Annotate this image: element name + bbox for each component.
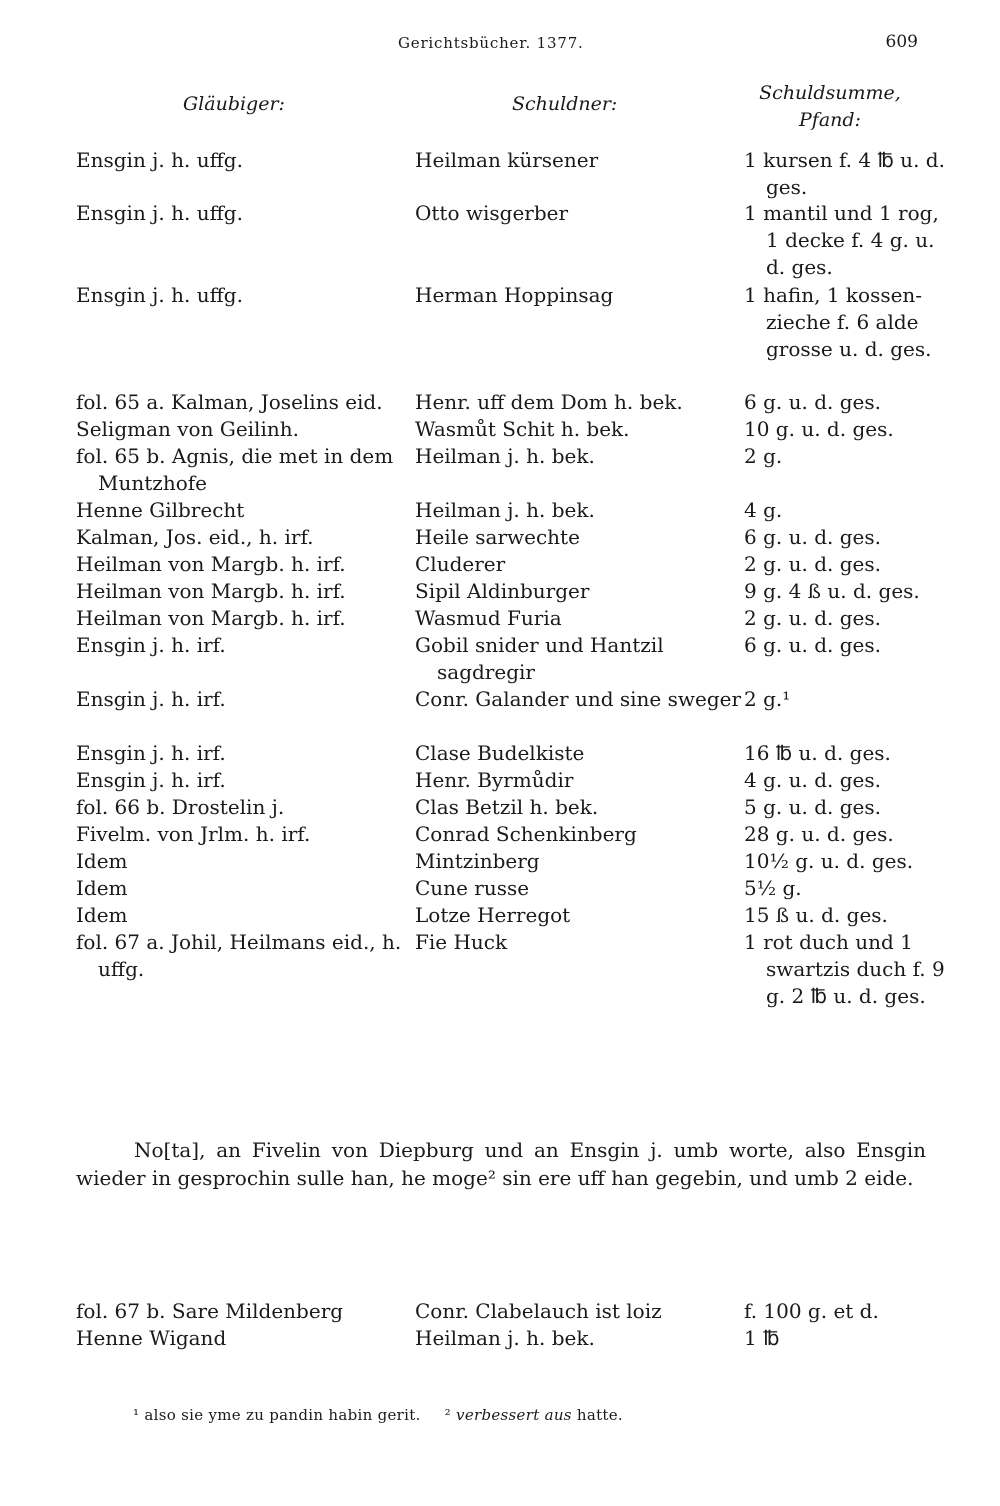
creditor-cell: Ensgin j. h. irf. bbox=[76, 633, 226, 657]
amount-cell: 6 g. u. d. ges. bbox=[744, 633, 881, 657]
creditor-cell: Ensgin j. h. irf. bbox=[76, 768, 226, 792]
amount-cell: 1 hafin, 1 kossen-zieche f. 6 alde grosse u. d. ges. bbox=[744, 283, 932, 361]
creditor-cell: Ensgin j. h. uffg. bbox=[76, 148, 243, 172]
creditor-cell: Idem bbox=[76, 876, 128, 900]
creditor-cell: fol. 67 a. Johil, Heilmans eid., h. uffg. bbox=[76, 930, 402, 981]
amount-cell: 5 g. u. d. ges. bbox=[744, 795, 881, 819]
amount-cell: 16 ℔ u. d. ges. bbox=[744, 741, 891, 765]
debtor-cell: Sipil Aldinburger bbox=[415, 579, 590, 603]
debtor-cell: Clase Budelkiste bbox=[415, 741, 585, 765]
running-header: Gerichtsbücher. 1377. bbox=[398, 34, 584, 52]
debtor-cell: Conr. Galander und sine sweger bbox=[415, 687, 742, 711]
amount-cell: 2 g. bbox=[744, 444, 783, 468]
amount-cell: 1 mantil und 1 rog, 1 decke f. 4 g. u. d. ges. bbox=[744, 201, 939, 279]
creditor-cell: fol. 67 b. Sare Mildenberg bbox=[76, 1299, 344, 1323]
creditor-cell: Fivelm. von Jrlm. h. irf. bbox=[76, 822, 311, 846]
creditor-cell: Idem bbox=[76, 849, 128, 873]
debtor-cell: Henr. uff dem Dom h. bek. bbox=[415, 390, 683, 414]
debtor-cell: Fie Huck bbox=[415, 930, 508, 954]
amount-cell: 2 g. u. d. ges. bbox=[744, 606, 881, 630]
amount-cell: 2 g. u. d. ges. bbox=[744, 552, 881, 576]
creditor-cell: Henne Wigand bbox=[76, 1326, 227, 1350]
amount-cell: 1 kursen f. 4 ℔ u. d. ges. bbox=[744, 148, 945, 199]
debtor-cell: Heile sarwechte bbox=[415, 525, 580, 549]
debtor-cell: Conr. Clabelauch ist loiz bbox=[415, 1299, 662, 1323]
debtor-cell: Cune russe bbox=[415, 876, 530, 900]
footnotes bbox=[133, 1406, 623, 1424]
amount-cell: 1 rot duch und 1 swartzis duch f. 9 g. 2 ℔ u. d. ges. bbox=[744, 930, 945, 1008]
creditor-cell: fol. 66 b. Drostelin j. bbox=[76, 795, 285, 819]
creditor-cell: Ensgin j. h. uffg. bbox=[76, 283, 243, 307]
amount-cell: 4 g. bbox=[744, 498, 783, 522]
amount-cell: 5½ g. bbox=[744, 876, 802, 900]
amount-cell: 2 g.¹ bbox=[744, 687, 791, 711]
creditor-cell: Heilman von Margb. h. irf. bbox=[76, 579, 346, 603]
amount-cell: 28 g. u. d. ges. bbox=[744, 822, 894, 846]
amount-cell: f. 100 g. et d. bbox=[744, 1299, 879, 1323]
amount-cell: 15 ß u. d. ges. bbox=[744, 903, 888, 927]
debtor-cell: Heilman j. h. bek. bbox=[415, 498, 595, 522]
debtor-cell: Heilman kürsener bbox=[415, 148, 599, 172]
debtor-cell: Gobil snider und Hantzil sagdregir bbox=[415, 633, 664, 684]
page-number: 609 bbox=[885, 32, 918, 52]
debtor-cell: Lotze Herregot bbox=[415, 903, 571, 927]
debtor-cell: Heilman j. h. bek. bbox=[415, 1326, 595, 1350]
creditor-cell: Ensgin j. h. uffg. bbox=[76, 201, 243, 225]
creditor-cell: Heilman von Margb. h. irf. bbox=[76, 552, 346, 576]
debtor-cell: Clas Betzil h. bek. bbox=[415, 795, 599, 819]
amount-cell: 10 g. u. d. ges. bbox=[744, 417, 894, 441]
creditor-cell: Heilman von Margb. h. irf. bbox=[76, 606, 346, 630]
debtor-cell: Herman Hoppinsag bbox=[415, 283, 614, 307]
debtor-cell: Wasmůt Schit h. bek. bbox=[415, 417, 630, 441]
creditor-cell: Kalman, Jos. eid., h. irf. bbox=[76, 525, 314, 549]
column-header-amount: Schuldsumme, Pfand: bbox=[759, 82, 901, 131]
amount-cell: 6 g. u. d. ges. bbox=[744, 525, 881, 549]
creditor-cell: fol. 65 a. Kalman, Joselins eid. bbox=[76, 390, 383, 414]
creditor-cell: Henne Gilbrecht bbox=[76, 498, 245, 522]
debtor-cell: Heilman j. h. bek. bbox=[415, 444, 595, 468]
creditor-cell: Seligman von Geilinh. bbox=[76, 417, 299, 441]
amount-cell: 9 g. 4 ß u. d. ges. bbox=[744, 579, 920, 603]
creditor-cell: Idem bbox=[76, 903, 128, 927]
footnote-2-text: hatte. bbox=[576, 1406, 623, 1424]
debtor-cell: Henr. Byrmůdir bbox=[415, 768, 574, 792]
footnote-1: ¹ also sie yme zu pandin habin gerit. bbox=[133, 1406, 421, 1424]
nota-paragraph: No[ta], an Fivelin von Diepburg und an Ensgin j. umb worte, also Ensgin wieder in gesprochin sulle han, he moge² sin ere uff han gegebin, und umb 2 eide. bbox=[76, 1138, 926, 1190]
footnote-2-mark: ² bbox=[444, 1406, 451, 1424]
amount-cell: 6 g. u. d. ges. bbox=[744, 390, 881, 414]
creditor-cell: fol. 65 b. Agnis, die met in dem Muntzhofe bbox=[76, 444, 394, 495]
debtor-cell: Wasmud Furia bbox=[415, 606, 562, 630]
debtor-cell: Cluderer bbox=[415, 552, 506, 576]
debtor-cell: Mintzinberg bbox=[415, 849, 540, 873]
amount-cell: 4 g. u. d. ges. bbox=[744, 768, 881, 792]
creditor-cell: Ensgin j. h. irf. bbox=[76, 687, 226, 711]
column-header-debtor: Schuldner: bbox=[512, 93, 618, 115]
debtor-cell: Conrad Schenkinberg bbox=[415, 822, 637, 846]
creditor-cell: Ensgin j. h. irf. bbox=[76, 741, 226, 765]
column-header-creditor: Gläubiger: bbox=[183, 93, 285, 115]
debtor-cell: Otto wisgerber bbox=[415, 201, 569, 225]
footnote-2-italic: verbessert aus bbox=[456, 1406, 572, 1424]
amount-cell: 10½ g. u. d. ges. bbox=[744, 849, 914, 873]
amount-cell: 1 ℔ bbox=[744, 1326, 780, 1350]
